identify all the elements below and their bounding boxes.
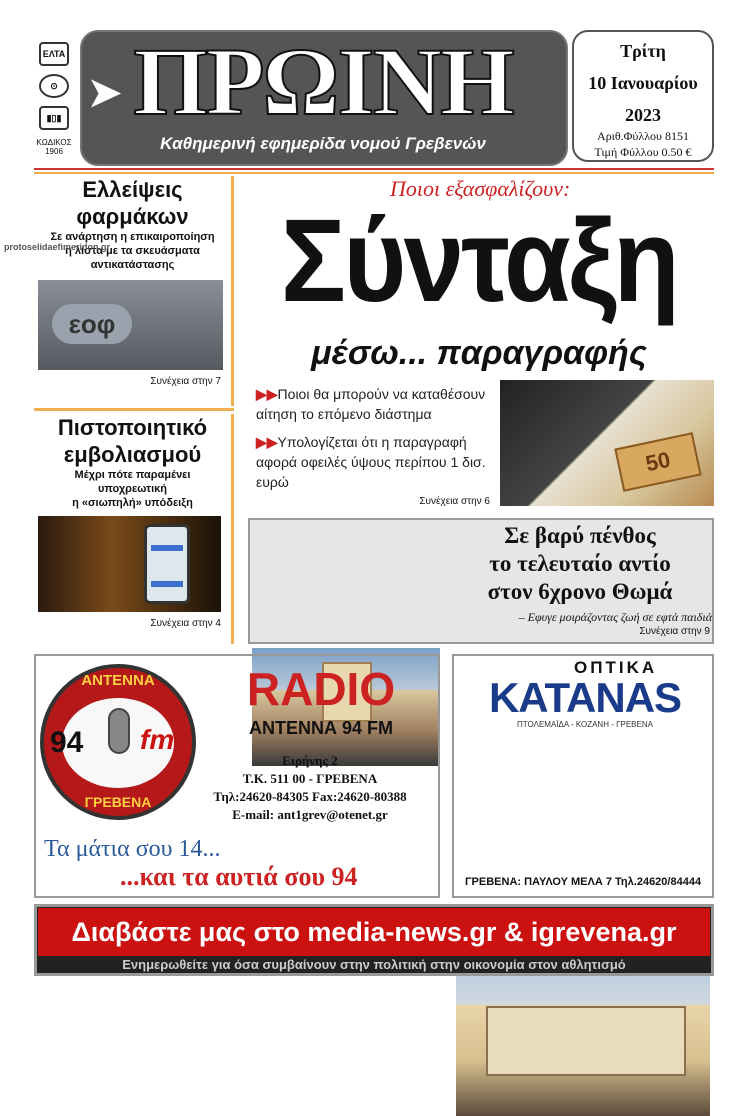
banknote-icon: 50 (614, 432, 701, 492)
optika-tagline: ΠΤΟΛΕΜΑΪΔΑ - ΚΟΖΑΝΗ - ΓΡΕΒΕΝΑ (517, 720, 653, 729)
optika-address: ΓΡΕΒΕΝΑ: ΠΑΥΛΟΥ ΜΕΛΑ 7 Τηλ.24620/84444 (464, 876, 702, 888)
radio-slogan-1: Τα μάτια σου 14... (44, 836, 221, 862)
optika-brand: KATANAS (488, 674, 682, 721)
lead-subhead: μέσω... παραγραφής (311, 334, 647, 372)
story-title: στον 6χρονο Θωμά (487, 579, 673, 604)
story-title: Σε βαρύ πένθος (504, 523, 656, 548)
logo-number: 94 (50, 726, 84, 759)
lead-bullet: ▶▶Υπολογίζεται ότι η παραγραφή αφορά οφειλές ύψους περίπου 1 δισ. ευρώ (256, 434, 486, 490)
story-title: Πιστοποιητικό (57, 415, 208, 440)
eof-photo (38, 280, 223, 370)
optika-label: ΟΠΤΙΚΑ (574, 658, 658, 677)
radio-contact: Ειρήνης 2 Τ.Κ. 511 00 - ΓΡΕΒΕΝΑ Τηλ:24620-84305 Fax:24620-80388 E-mail: ant1grev@otenet.gr (213, 753, 407, 822)
continue-link[interactable]: Συνέχεια στην 4 (150, 618, 221, 629)
date-box (572, 30, 714, 162)
divider (34, 168, 714, 170)
phone-photo (38, 516, 221, 612)
lead-headline: Σύνταξη (280, 195, 678, 327)
story-sub: Μέχρι πότε παραμένει (74, 469, 191, 481)
issue-number: Αριθ.Φύλλου 8151 (597, 129, 689, 143)
continue-link[interactable]: Συνέχεια στην 6 (419, 496, 490, 507)
building-icon (486, 1006, 686, 1076)
logo-fm: fm (140, 724, 175, 755)
story-sub: η λίστα με τα σκευάσματα (65, 245, 200, 257)
masthead-subtitle: Καθημερινή εφημερίδα νομού Γρεβενών (160, 134, 486, 153)
seal-icon: ⊙ (39, 74, 69, 98)
price: Τιμή Φύλλου 0.50 € (594, 145, 692, 159)
story-title: Ελλείψεις (82, 177, 183, 202)
barcode-icon: ▮▯▮ (39, 106, 69, 130)
story-sub: αντικατάστασης (90, 259, 175, 271)
arrow-icon: ▶▶ (256, 434, 278, 450)
elta-icon: ΕΛΤΑ (39, 42, 69, 66)
lead-bullet: ▶▶Ποιοι θα μπορούν να καταθέσουν αίτηση το επόμενο διάστημα (256, 386, 486, 422)
divider (34, 172, 714, 174)
story-sub: υποχρεωτική (97, 483, 167, 495)
story-title: φαρμάκων (76, 204, 189, 229)
story3-sub: – Εφυγε μοιράζοντας ζωή σε εφτά παιδιά (518, 610, 712, 624)
story-sub: Σε ανάρτηση η επικαιροποίηση (50, 231, 215, 243)
footer-sub: Ενημερωθείτε για όσα συμβαίνουν στην πολιτική στην οικονομία στον αθλητισμό (122, 957, 626, 972)
story-sub: η «σιωπηλή» υπόδειξη (72, 497, 193, 509)
arrow-icon: ➤ (88, 71, 122, 115)
story-title: εμβολιασμού (63, 442, 202, 467)
radio-slogan-2: ...και τα αυτιά σου 94 (120, 862, 358, 891)
masthead-title: ΠΡΩΙΝΗ (133, 28, 513, 135)
eof-sign: εοφ (52, 304, 132, 344)
watermark: protoselidaefimeridon.gr (4, 242, 111, 252)
radio-logo: ΑΝΤΕΝΝΑ 94 fm ΓΡΕΒΕΝΑ (40, 664, 196, 820)
radio-freq: ΑΝΤΕΝΝΑ 94 FM (248, 718, 393, 738)
code-number: 1906 (45, 147, 63, 156)
lead-kicker: Ποιοι εξασφαλίζουν: (390, 176, 571, 201)
microphone-icon (108, 708, 130, 754)
story-medicines (34, 176, 234, 406)
money-photo (500, 380, 714, 506)
footer-main[interactable]: Διαβάστε μας στο media-news.gr & igrevena.gr (38, 908, 710, 956)
continue-link[interactable]: Συνέχεια στην 7 (150, 376, 221, 387)
story-vaccination (34, 414, 234, 644)
year: 2023 (625, 105, 661, 125)
shop-photo (456, 976, 710, 1116)
divider (34, 408, 234, 411)
side-icons (34, 42, 74, 156)
date: 10 Ιανουαρίου (588, 73, 698, 93)
arrow-icon: ▶▶ (256, 386, 278, 402)
phone-icon (144, 524, 190, 604)
story3-title (448, 522, 712, 606)
continue-link[interactable]: Συνέχεια στην 9 (639, 626, 710, 637)
day: Τρίτη (620, 41, 666, 61)
code-label: ΚΩΔΙΚΟΣ (36, 138, 72, 147)
radio-name: RADIO (246, 663, 396, 715)
story-title: το τελευταίο αντίο (489, 551, 671, 576)
